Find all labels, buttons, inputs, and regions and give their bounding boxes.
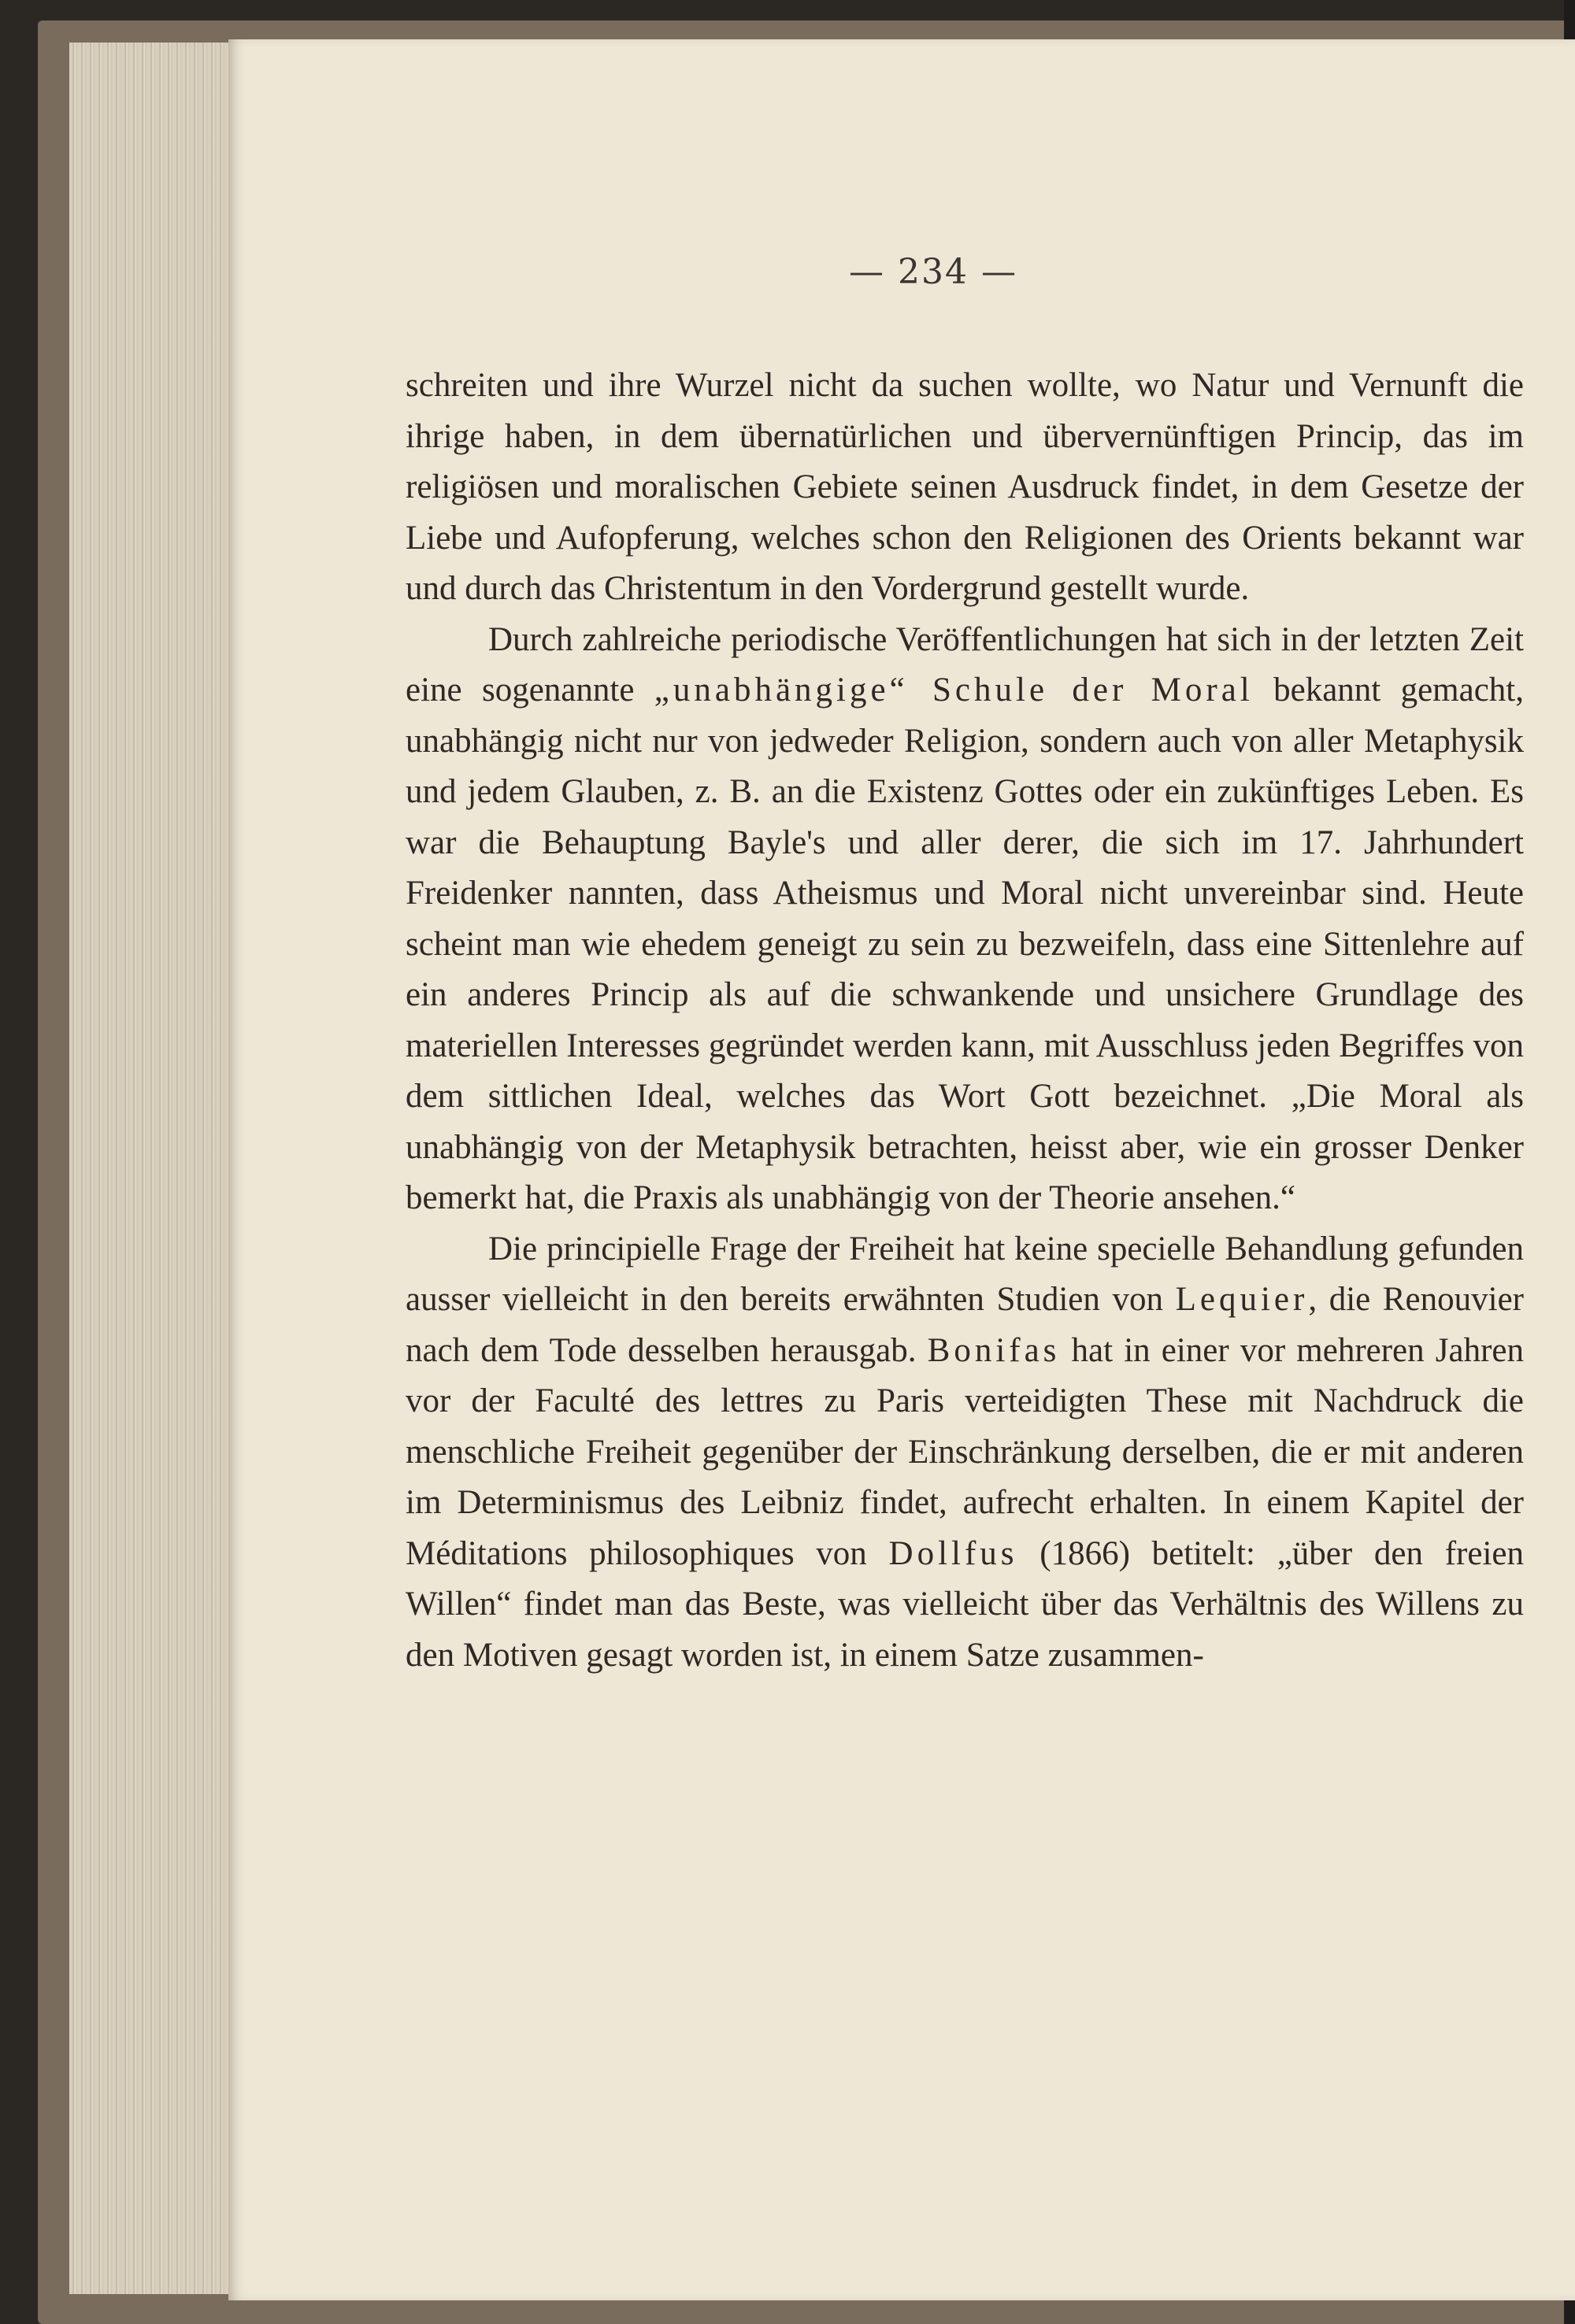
page-edges [69,43,235,2294]
paragraph-3-part-1: Die principielle Frage der Freiheit hat keine specielle Behandlung gefunden ausser vielleicht in den bereits erwähnten Studien von [406,1230,1524,1318]
emphasized-name-dollfus: Dollfus [888,1534,1018,1572]
paragraph-3 [406,1224,1524,1682]
paragraph-2 [406,615,1524,1224]
paragraph-2-part-2: bekannt gemacht, unabhängig nicht nur von jedweder Religion, sondern auch von aller Metaphysik und jedem Glauben, z. B. an die Existenz Gottes oder ein zukünftiges Leben. Es war die Behauptung Bayle's und aller derer, die sich im 17. Jahrhundert Freidenker nannten, dass Atheismus und Moral nicht unvereinbar sind. Heute scheint man wie ehedem geneigt zu sein zu bezweifeln, dass eine Sittenlehre auf ein anderes Princip als auf die schwankende und unsichere Grundlage des materiellen Interesses gegründet werden kann, mit Ausschluss jeden Begriffes von dem sittlichen Ideal, welches das Wort Gott bezeichnet. „Die Moral als unabhängig von der Metaphysik betrachten, heisst aber, wie ein grosser Denker bemerkt hat, die Praxis als unabhängig von der Theorie ansehen.“ [406,672,1524,1216]
body-text [406,361,1524,1681]
paragraph-3-part-2: , die Renouvier nach dem Tode desselben herausgab. [406,1281,1524,1369]
emphasized-term-school: „unabhängige“ Schule der Moral [654,672,1254,709]
emphasized-name-lequier: Lequier [1175,1281,1309,1318]
page-number: — 234 — [849,252,1017,292]
paragraph-2-part-1: Durch zahlreiche periodische Veröffentlichungen hat sich in der letzten Zeit eine sogenannte [406,620,1524,709]
paragraph-3-part-3: hat in einer vor mehreren Jahren vor der Faculté des lettres zu Paris verteidigten These mit Nachdruck die menschliche Freiheit gegenüber der Einschränkung derselben, die er mit anderen im Determinismus des Leibniz findet, aufrecht erhalten. In einem Kapitel der Méditations philosophiques von [406,1331,1524,1572]
paragraph-1: schreiten und ihre Wurzel nicht da suchen wollte, wo Natur und Vernunft die ihrige haben, in dem übernatürlichen und übervernünftigen Princip, das im religiösen und moralischen Gebiete seinen Ausdruck findet, in dem Gesetze der Liebe und Aufopferung, welches schon den Religionen des Orients bekannt war und durch das Christentum in den Vordergrund gestellt wurde. [406,367,1524,607]
emphasized-name-bonifas: Bonifas [927,1331,1061,1369]
paragraph-3-part-4: (1866) betitelt: „über den freien Willen“ findet man das Beste, was vielleicht über das Verhältnis des Willens zu den Motiven gesagt worden ist, in einem Satze zusammen- [406,1534,1524,1674]
book-page [228,39,1575,2300]
